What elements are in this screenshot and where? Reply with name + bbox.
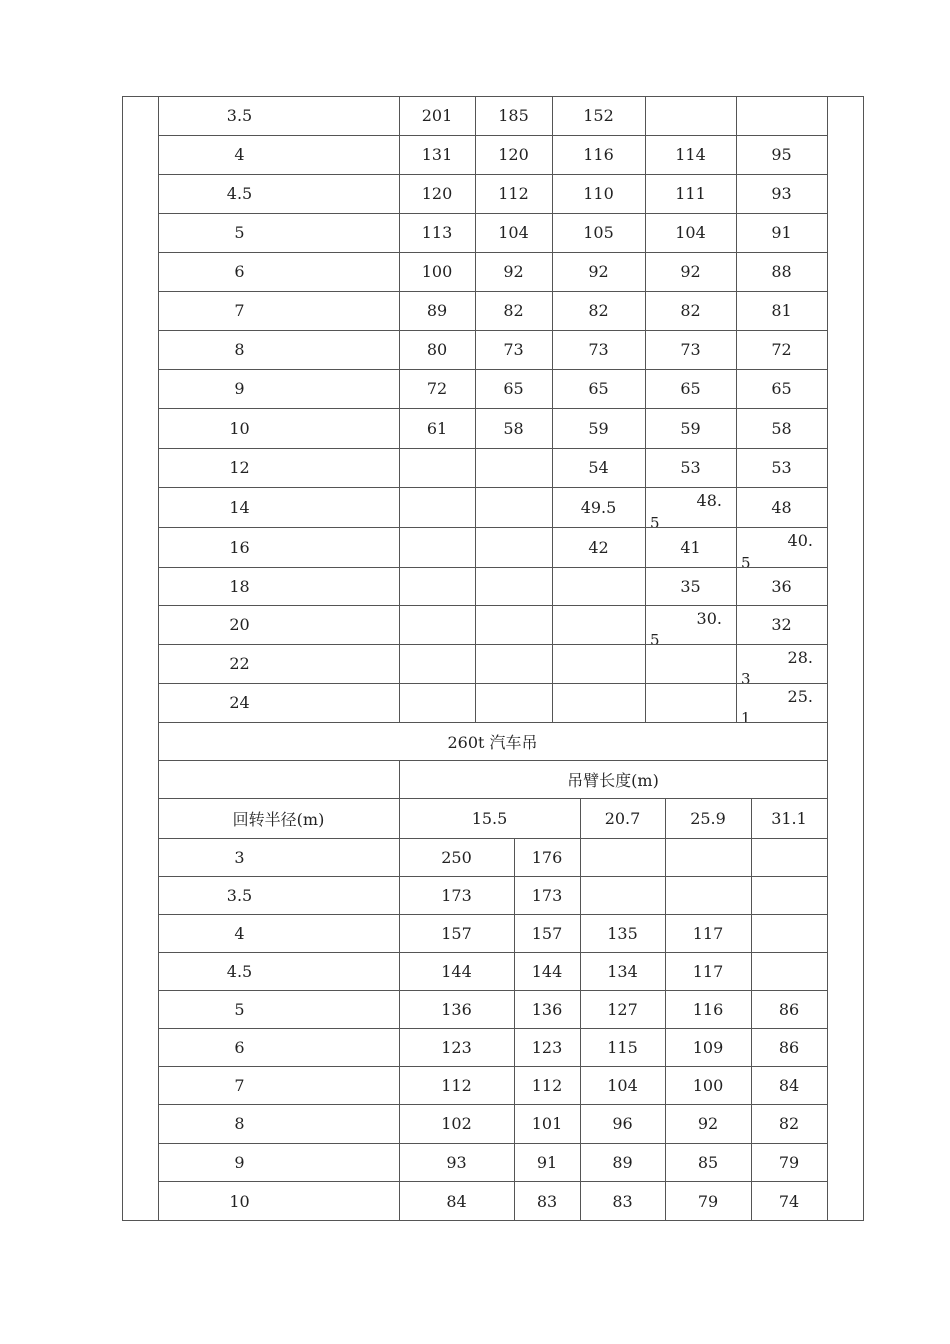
- load-cell: 104: [607, 1075, 638, 1095]
- radius-cell: 12: [229, 458, 250, 477]
- load-cell: 59: [680, 418, 701, 438]
- load-cell: 157: [531, 923, 563, 943]
- load-cell: [751, 952, 827, 990]
- load-cell: [751, 876, 827, 914]
- grid-hline: [158, 487, 827, 488]
- radius-cell: 10: [229, 418, 250, 438]
- grid-hline: [158, 369, 827, 370]
- load-cell: [552, 567, 645, 605]
- load-cell: 112: [498, 184, 529, 203]
- load-cell: 185: [498, 106, 529, 125]
- load-cell: 116: [692, 999, 724, 1019]
- load-cell: 83: [536, 1191, 558, 1211]
- grid-hline: [158, 876, 827, 877]
- load-cell: [399, 605, 475, 644]
- load-cell: 120: [421, 184, 453, 203]
- grid-hline: [158, 952, 827, 953]
- radius-cell: 6: [234, 1037, 245, 1057]
- load-cell: 59: [588, 418, 609, 438]
- load-cell-part1: 48.: [696, 491, 722, 510]
- grid-hline: [158, 1104, 827, 1105]
- grid-vline: [665, 798, 666, 1221]
- load-cell-part1: 40.: [787, 531, 813, 550]
- radius-cell: 10: [229, 1191, 250, 1211]
- radius-cell: 4: [234, 923, 245, 943]
- load-cell: [475, 683, 552, 722]
- grid-hline: [158, 96, 827, 97]
- load-cell: 89: [426, 301, 448, 320]
- load-cell: 82: [503, 301, 524, 320]
- grid-hline: [158, 914, 827, 915]
- radius-cell: 5: [234, 999, 245, 1019]
- load-cell: 144: [531, 961, 563, 981]
- load-cell: 173: [441, 885, 472, 905]
- load-cell: [580, 876, 665, 914]
- load-cell: 65: [588, 379, 609, 398]
- load-cell: 74: [778, 1191, 800, 1211]
- load-cell: 114: [675, 145, 706, 164]
- grid-hline: [158, 1028, 827, 1029]
- load-cell: 117: [692, 923, 724, 943]
- load-cell: [736, 527, 827, 572]
- load-cell: 73: [503, 340, 524, 359]
- radius-cell: 22: [229, 654, 250, 673]
- grid-hline: [158, 1066, 827, 1067]
- load-cell-part1: 30.: [696, 609, 722, 628]
- load-cell: 49.5: [580, 497, 617, 517]
- load-cell: 100: [692, 1075, 724, 1095]
- load-cell: 104: [675, 223, 706, 242]
- boom-length-31-1: 31.1: [771, 808, 807, 828]
- load-cell: 65: [771, 379, 792, 398]
- load-cell: 134: [607, 961, 638, 981]
- load-cell: 72: [771, 340, 792, 359]
- load-cell: 92: [697, 1114, 719, 1133]
- load-cell: 79: [697, 1191, 719, 1211]
- load-cell: 84: [778, 1075, 800, 1095]
- grid-vline: [751, 798, 752, 1221]
- radius-cell: 20: [229, 615, 250, 634]
- load-cell: [645, 605, 736, 649]
- load-cell-part2: 5: [650, 514, 660, 532]
- load-cell: 110: [583, 184, 614, 203]
- grid-hline: [158, 1143, 827, 1144]
- radius-cell: 18: [229, 576, 250, 596]
- load-cell: 41: [680, 537, 701, 557]
- load-cell: 83: [612, 1191, 633, 1211]
- load-cell: 48: [771, 497, 792, 517]
- load-cell: 35: [680, 576, 701, 596]
- load-cell: 81: [771, 301, 792, 320]
- load-cell: 86: [778, 999, 800, 1019]
- load-cell-part2: 1: [741, 709, 751, 727]
- load-cell: 201: [421, 106, 453, 125]
- load-cell: [399, 487, 475, 527]
- load-cell: 86: [778, 1037, 800, 1057]
- load-cell: 176: [531, 847, 563, 867]
- load-cell: 117: [692, 961, 724, 981]
- load-cell: [580, 838, 665, 876]
- load-cell: 95: [771, 145, 792, 164]
- load-cell: 79: [778, 1152, 800, 1172]
- grid-hline: [158, 1181, 827, 1182]
- load-cell: 96: [612, 1114, 633, 1133]
- load-cell: 135: [607, 923, 638, 943]
- load-cell: [475, 644, 552, 683]
- load-cell: 53: [771, 458, 792, 477]
- radius-cell: 14: [229, 497, 250, 517]
- load-cell: 144: [441, 961, 472, 981]
- load-cell: 157: [441, 923, 472, 943]
- radius-cell: 8: [234, 340, 245, 359]
- load-cell: 91: [771, 223, 792, 242]
- grid-hline: [158, 760, 827, 761]
- grid-hline: [158, 567, 827, 568]
- load-cell: 32: [771, 615, 792, 634]
- load-cell: 250: [441, 847, 472, 867]
- right-margin-column-line: [827, 96, 828, 1221]
- grid-vline: [552, 96, 553, 722]
- load-cell: [736, 644, 827, 688]
- grid-hline: [158, 722, 827, 723]
- load-cell: [475, 605, 552, 644]
- load-cell: 65: [503, 379, 524, 398]
- load-cell: 89: [612, 1152, 633, 1172]
- load-cell: 92: [588, 262, 609, 281]
- grid-hline: [158, 527, 827, 528]
- radius-cell: 3.5: [226, 106, 253, 125]
- radius-cell: 6: [234, 262, 245, 281]
- load-cell-part1: 28.: [787, 648, 813, 667]
- grid-hline: [158, 990, 827, 991]
- grid-vline: [514, 838, 515, 1221]
- load-cell: 112: [531, 1075, 563, 1095]
- load-cell: 93: [446, 1152, 467, 1172]
- load-cell: 58: [771, 418, 792, 438]
- load-cell: [399, 527, 475, 567]
- radius-header: 回转半径(m): [232, 809, 325, 829]
- load-cell: 72: [426, 379, 448, 398]
- grid-hline: [158, 408, 827, 409]
- load-cell: [751, 914, 827, 952]
- load-cell: 54: [588, 458, 609, 477]
- load-cell: 136: [531, 999, 563, 1019]
- grid-vline: [399, 760, 400, 1221]
- load-cell: [475, 448, 552, 487]
- grid-hline: [158, 644, 827, 645]
- radius-cell: 4.5: [226, 961, 253, 981]
- radius-cell: 9: [234, 379, 245, 398]
- load-cell: 104: [498, 223, 529, 242]
- radius-cell: 16: [229, 537, 250, 557]
- load-cell: 123: [441, 1037, 472, 1057]
- grid-hline: [158, 213, 827, 214]
- load-cell: [552, 605, 645, 644]
- grid-hline: [158, 838, 827, 839]
- load-cell: 82: [778, 1114, 800, 1133]
- load-cell: [475, 487, 552, 527]
- load-cell: 88: [771, 262, 792, 281]
- grid-hline: [158, 252, 827, 253]
- load-cell: [475, 567, 552, 605]
- grid-hline: [158, 135, 827, 136]
- load-cell-part1: 25.: [787, 687, 813, 706]
- load-cell: 92: [680, 262, 701, 281]
- load-cell: 152: [583, 106, 614, 125]
- load-cell: 53: [680, 458, 701, 477]
- load-cell: 101: [531, 1114, 563, 1133]
- grid-hline: [158, 448, 827, 449]
- boom-length-15-5: 15.5: [471, 808, 508, 828]
- load-cell: [736, 96, 827, 135]
- load-cell: [665, 838, 751, 876]
- radius-cell: 4.5: [226, 184, 253, 203]
- load-cell: [645, 487, 736, 532]
- boom-length-20-7: 20.7: [604, 808, 641, 828]
- load-cell: 36: [771, 576, 792, 596]
- load-cell: [399, 683, 475, 722]
- load-cell: 100: [421, 262, 453, 281]
- section-title: 260t 汽车吊: [447, 732, 538, 752]
- load-cell: [665, 876, 751, 914]
- radius-cell: 7: [234, 301, 245, 320]
- load-cell: 73: [588, 340, 609, 359]
- load-cell: [399, 644, 475, 683]
- load-cell: 84: [446, 1191, 467, 1211]
- radius-cell: 4: [234, 145, 245, 164]
- boom-length-25-9: 25.9: [690, 808, 726, 828]
- load-cell: 173: [531, 885, 563, 905]
- load-cell: 123: [531, 1037, 563, 1057]
- load-cell: 91: [536, 1152, 558, 1172]
- grid-vline: [645, 96, 646, 722]
- load-cell-part2: 3: [741, 670, 751, 688]
- load-cell: 93: [771, 184, 792, 203]
- load-cell: [645, 644, 736, 683]
- load-cell: 116: [583, 145, 614, 164]
- load-cell: [399, 567, 475, 605]
- load-cell: 73: [680, 340, 701, 359]
- grid-vline: [475, 96, 476, 722]
- load-cell: 85: [697, 1152, 719, 1172]
- load-cell: 109: [692, 1037, 724, 1057]
- load-cell-part2: 5: [741, 554, 751, 572]
- load-cell: [475, 527, 552, 567]
- radius-cell: 3.5: [226, 885, 253, 905]
- grid-hline: [158, 174, 827, 175]
- grid-vline: [736, 96, 737, 722]
- load-cell: [736, 683, 827, 727]
- load-cell: 82: [680, 301, 701, 320]
- load-cell: 80: [426, 340, 448, 359]
- boom-length-header: 吊臂长度(m): [567, 770, 659, 790]
- load-cell: 42: [588, 537, 609, 557]
- load-cell: 120: [498, 145, 529, 164]
- grid-hline: [158, 683, 827, 684]
- radius-cell: 9: [234, 1152, 245, 1172]
- load-cell: 82: [588, 301, 609, 320]
- load-cell: 58: [503, 418, 524, 438]
- load-cell: 61: [426, 418, 448, 438]
- load-cell: 102: [441, 1114, 472, 1133]
- grid-hline: [158, 330, 827, 331]
- load-cell: [552, 683, 645, 722]
- grid-vline: [580, 798, 581, 1221]
- grid-vline: [399, 96, 400, 722]
- load-cell: [552, 644, 645, 683]
- grid-hline: [158, 605, 827, 606]
- load-cell: 92: [503, 262, 524, 281]
- grid-hline: [158, 291, 827, 292]
- load-cell: [751, 838, 827, 876]
- load-cell: 111: [675, 184, 706, 203]
- radius-cell: 3: [234, 847, 245, 867]
- load-cell: 127: [607, 999, 638, 1019]
- load-cell: 112: [441, 1075, 472, 1095]
- load-cell: 136: [441, 999, 472, 1019]
- grid-hline: [158, 798, 827, 799]
- load-cell: 105: [583, 223, 614, 242]
- load-cell: [399, 448, 475, 487]
- radius-cell: 7: [234, 1075, 245, 1095]
- load-cell: [645, 96, 736, 135]
- load-cell: 113: [421, 223, 453, 242]
- load-cell-part2: 5: [650, 631, 660, 649]
- radius-cell: 5: [234, 223, 245, 242]
- radius-cell: 24: [229, 693, 250, 712]
- load-cell: [645, 683, 736, 722]
- radius-cell: 8: [234, 1114, 245, 1133]
- load-cell: 131: [421, 145, 453, 164]
- load-cell: 115: [607, 1037, 638, 1057]
- load-cell: 65: [680, 379, 701, 398]
